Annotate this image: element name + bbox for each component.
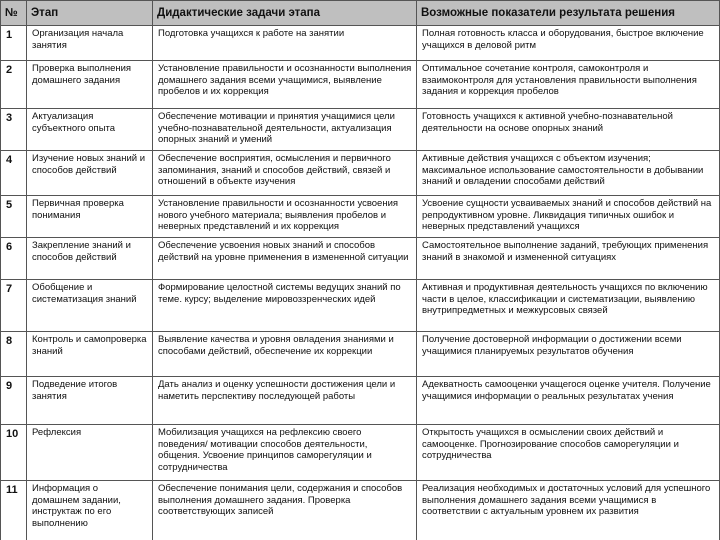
table-row	[1, 481, 720, 540]
tasks-cell: Формирование целостной системы ведущих знаний по теме. курсу; выделение мировоззренческих идей	[153, 280, 417, 332]
row-number: 2	[1, 61, 27, 109]
row-number: 1	[1, 26, 27, 61]
row-number: 5	[1, 196, 27, 238]
table-row	[1, 109, 720, 151]
table-row	[1, 26, 720, 61]
row-number: 9	[1, 377, 27, 425]
indicators-cell: Открытость учащихся в осмыслении своих действий и самооценке. Прогнозирование способов саморегуляции и сотрудничества	[417, 425, 720, 481]
tasks-cell: Обеспечение восприятия, осмысления и первичного запоминания, знаний и способов действий, связей и отношений в объекте изучения	[153, 151, 417, 196]
indicators-cell: Активные действия учащихся с объектом изучения; максимальное использование самостоятельности в добывании знаний и овладении способами действий	[417, 151, 720, 196]
stage-cell: Информация о домашнем задании, инструктаж по его выполнению	[27, 481, 153, 540]
indicators-cell: Получение достоверной информации о достижении всеми учащимися планируемых результатов обучения	[417, 332, 720, 377]
tasks-cell: Обеспечение мотивации и принятия учащимися цели учебно-познавательной деятельности, актуализация опорных знаний и умений	[153, 109, 417, 151]
tasks-cell: Обеспечение понимания цели, содержания и способов выполнения домашнего задания. Проверка соответствующих записей	[153, 481, 417, 540]
stage-cell: Организация начала занятия	[27, 26, 153, 61]
tasks-cell: Выявление качества и уровня овладения знаниями и способами действий, обеспечение их коррекции	[153, 332, 417, 377]
row-number: 4	[1, 151, 27, 196]
stage-cell: Проверка выполнения домашнего задания	[27, 61, 153, 109]
indicators-cell: Самостоятельное выполнение заданий, требующих применения знаний в знакомой и измененной ситуациях	[417, 238, 720, 280]
table-row	[1, 151, 720, 196]
row-number: 11	[1, 481, 27, 540]
header-stage: Этап	[27, 1, 153, 26]
indicators-cell: Адекватность самооценки учащегося оценке учителя. Получение учащимися информации о реальных результатах учения	[417, 377, 720, 425]
header-didactic-tasks: Дидактические задачи этапа	[153, 1, 417, 26]
tasks-cell: Дать анализ и оценку успешности достижения цели и наметить перспективу последующей работы	[153, 377, 417, 425]
indicators-cell: Готовность учащихся к активной учебно-познавательной деятельности на основе опорных знаний	[417, 109, 720, 151]
stage-cell: Изучение новых знаний и способов действий	[27, 151, 153, 196]
tasks-cell: Подготовка учащихся к работе на занятии	[153, 26, 417, 61]
indicators-cell: Усвоение сущности усваиваемых знаний и способов действий на репродуктивном уровне. Ликвидация типичных ошибок и неверных представлений учащихся	[417, 196, 720, 238]
table-row	[1, 238, 720, 280]
header-number: №	[1, 1, 27, 26]
indicators-cell: Полная готовность класса и оборудования, быстрое включение учащихся в деловой ритм	[417, 26, 720, 61]
table-row	[1, 425, 720, 481]
tasks-cell: Мобилизация учащихся на рефлексию своего поведения/ мотивации способов деятельности, общения. Усвоение принципов саморегуляции и сотрудничества	[153, 425, 417, 481]
table-row	[1, 280, 720, 332]
header-result-indicators: Возможные показатели результата решения	[417, 1, 720, 26]
row-number: 6	[1, 238, 27, 280]
row-number: 7	[1, 280, 27, 332]
indicators-cell: Активная и продуктивная деятельность учащихся по включению части в целое, классификации и систематизации, выявлению внутрипредметных и межкурсовых связей	[417, 280, 720, 332]
row-number: 8	[1, 332, 27, 377]
row-number: 3	[1, 109, 27, 151]
stage-cell: Закрепление знаний и способов действий	[27, 238, 153, 280]
stage-cell: Контроль и самопроверка знаний	[27, 332, 153, 377]
table-row	[1, 196, 720, 238]
indicators-cell: Оптимальное сочетание контроля, самоконтроля и взаимоконтроля для установления правильности выполнения задания и коррекция пробелов	[417, 61, 720, 109]
tasks-cell: Установление правильности и осознанности выполнения домашнего задания всеми учащимися, выявление пробелов и их коррекция	[153, 61, 417, 109]
stage-cell: Рефлексия	[27, 425, 153, 481]
table-row	[1, 61, 720, 109]
tasks-cell: Установление правильности и осознанности усвоения нового учебного материала; выявления пробелов и неверных представлений и их коррекция	[153, 196, 417, 238]
stage-cell: Подведение итогов занятия	[27, 377, 153, 425]
stage-cell: Актуализация субъектного опыта	[27, 109, 153, 151]
table-row	[1, 377, 720, 425]
indicators-cell: Реализация необходимых и достаточных условий для успешного выполнения домашнего задания всеми учащимися в соответствии с актуальным уровнем их развития	[417, 481, 720, 540]
table-header-row	[1, 1, 720, 26]
row-number: 10	[1, 425, 27, 481]
stage-cell: Обобщение и систематизация знаний	[27, 280, 153, 332]
table-row	[1, 332, 720, 377]
stage-cell: Первичная проверка понимания	[27, 196, 153, 238]
tasks-cell: Обеспечение усвоения новых знаний и способов действий на уровне применения в измененной ситуации	[153, 238, 417, 280]
